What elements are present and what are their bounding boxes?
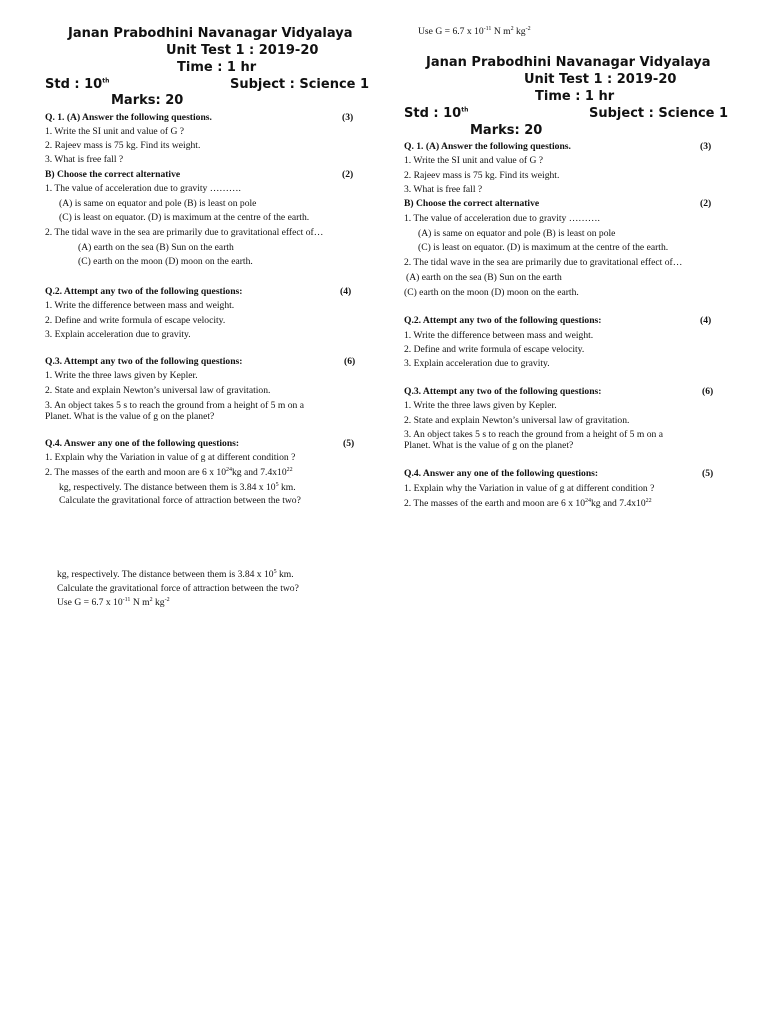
q1b-question: 1. The value of acceleration due to gravity ………. — [45, 183, 241, 194]
q1a-item: 2. Rajeev mass is 75 kg. Find its weight. — [45, 140, 201, 151]
q4-item: kg, respectively. The distance between them is 3.84 x $10^5$ km. — [59, 481, 296, 493]
q4-heading: Q.4. Answer any one of the following questions: — [45, 438, 240, 449]
school-name: Janan Prabodhini Navanagar Vidyalaya — [68, 26, 353, 41]
q3-item: 3. An object takes 5 s to reach the ground from a height of 5 m on a — [45, 400, 304, 411]
use-g-note: Use G = 6.7 x $10^{-11}$ N $m^2$ $kg^{-2}$ — [418, 25, 531, 37]
q2-marks: (4) — [340, 286, 352, 297]
std-label: Std : 10th — [45, 77, 110, 92]
q2-item: 3. Explain acceleration due to gravity. — [45, 329, 191, 340]
q1b-option: (C) is least on equator. (D) is maximum at the centre of the earth. — [59, 212, 310, 223]
q3-heading: Q.3. Attempt any two of the following questions: — [404, 386, 602, 397]
q1b-option: (A) earth on the sea (B) Sun on the earth — [406, 272, 562, 283]
q2-heading: Q.2. Attempt any two of the following questions: — [404, 315, 602, 326]
subject-label: Subject : Science 1 — [230, 77, 370, 92]
q3-item: 2. State and explain Newton’s universal law of gravitation. — [45, 385, 271, 396]
q1b-question: 2. The tidal wave in the sea are primarily due to gravitational effect of… — [404, 257, 683, 268]
q1a-marks: (3) — [342, 112, 354, 123]
use-g-note: Use G = 6.7 x $10^{-11}$ N $m^2$ $kg^{-2}$ — [57, 596, 170, 608]
q4-marks: (5) — [343, 438, 355, 449]
q1a-item: 1. Write the SI unit and value of G ? — [404, 155, 544, 166]
q3-item: Planet. What is the value of g on the planet? — [404, 440, 574, 451]
q3-marks: (6) — [702, 386, 714, 397]
q1a-heading: Q. 1. (A) Answer the following questions. — [45, 112, 212, 123]
q1b-option: (A) earth on the sea (B) Sun on the earth — [78, 242, 234, 253]
q1b-marks: (2) — [700, 198, 712, 209]
q2-item: 2. Define and write formula of escape velocity. — [45, 315, 226, 326]
school-name: Janan Prabodhini Navanagar Vidyalaya — [426, 55, 711, 70]
q1b-question: 2. The tidal wave in the sea are primarily due to gravitational effect of… — [45, 227, 324, 238]
q4-item: 2. The masses of the earth and moon are 6 x $10^{24}kg$ and $7.4x10^{22}$ — [45, 466, 293, 478]
q1b-option: (C) earth on the moon (D) moon on the earth. — [78, 256, 253, 267]
q3-item: 3. An object takes 5 s to reach the ground from a height of 5 m on a — [404, 429, 663, 440]
q1a-item: 3. What is free fall ? — [45, 154, 124, 165]
q1a-marks: (3) — [700, 141, 712, 152]
q2-marks: (4) — [700, 315, 712, 326]
q2-heading: Q.2. Attempt any two of the following questions: — [45, 286, 243, 297]
q2-item: 3. Explain acceleration due to gravity. — [404, 358, 550, 369]
q1b-heading: B) Choose the correct alternative — [404, 198, 540, 209]
q4-item: 1. Explain why the Variation in value of g at different condition ? — [45, 452, 296, 463]
q1a-item: 1. Write the SI unit and value of G ? — [45, 126, 185, 137]
q1a-heading: Q. 1. (A) Answer the following questions. — [404, 141, 571, 152]
test-time: Time : 1 hr — [535, 89, 615, 104]
q4-item: Calculate the gravitational force of attraction between the two? — [59, 495, 301, 506]
q1b-option: (A) is same on equator and pole (B) is least on pole — [418, 228, 616, 239]
q1b-option: (C) is least on equator. (D) is maximum at the centre of the earth. — [418, 242, 669, 253]
test-title: Unit Test 1 : 2019-20 — [166, 43, 319, 58]
q1b-option: (A) is same on equator and pole (B) is least on pole — [59, 198, 257, 209]
q4-item: 1. Explain why the Variation in value of g at different condition ? — [404, 483, 655, 494]
q1a-item: 2. Rajeev mass is 75 kg. Find its weight. — [404, 170, 560, 181]
q4-continuation: kg, respectively. The distance between them is 3.84 x $10^5$ km. — [57, 568, 294, 580]
q4-marks: (5) — [702, 468, 714, 479]
marks-label: Marks: 20 — [470, 123, 543, 138]
q4-continuation: Calculate the gravitational force of attraction between the two? — [57, 583, 299, 594]
test-title: Unit Test 1 : 2019-20 — [524, 72, 677, 87]
q2-item: 1. Write the difference between mass and weight. — [45, 300, 235, 311]
test-time: Time : 1 hr — [177, 60, 257, 75]
q3-marks: (6) — [344, 356, 356, 367]
q2-item: 2. Define and write formula of escape velocity. — [404, 344, 585, 355]
q1b-option: (C) earth on the moon (D) moon on the earth. — [404, 287, 579, 298]
q4-heading: Q.4. Answer any one of the following questions: — [404, 468, 599, 479]
q3-item: 2. State and explain Newton’s universal law of gravitation. — [404, 415, 630, 426]
q4-item: 2. The masses of the earth and moon are 6 x $10^{24}kg$ and $7.4x10^{22}$ — [404, 497, 652, 509]
q3-item: 1. Write the three laws given by Kepler. — [404, 400, 557, 411]
q1b-heading: B) Choose the correct alternative — [45, 169, 181, 180]
q1b-question: 1. The value of acceleration due to gravity ………. — [404, 213, 600, 224]
q1a-item: 3. What is free fall ? — [404, 184, 483, 195]
marks-label: Marks: 20 — [111, 93, 184, 108]
q3-item: Planet. What is the value of g on the planet? — [45, 411, 215, 422]
std-label: Std : 10th — [404, 106, 469, 121]
q1b-marks: (2) — [342, 169, 354, 180]
subject-label: Subject : Science 1 — [589, 106, 729, 121]
q2-item: 1. Write the difference between mass and weight. — [404, 330, 594, 341]
q3-item: 1. Write the three laws given by Kepler. — [45, 370, 198, 381]
q3-heading: Q.3. Attempt any two of the following questions: — [45, 356, 243, 367]
